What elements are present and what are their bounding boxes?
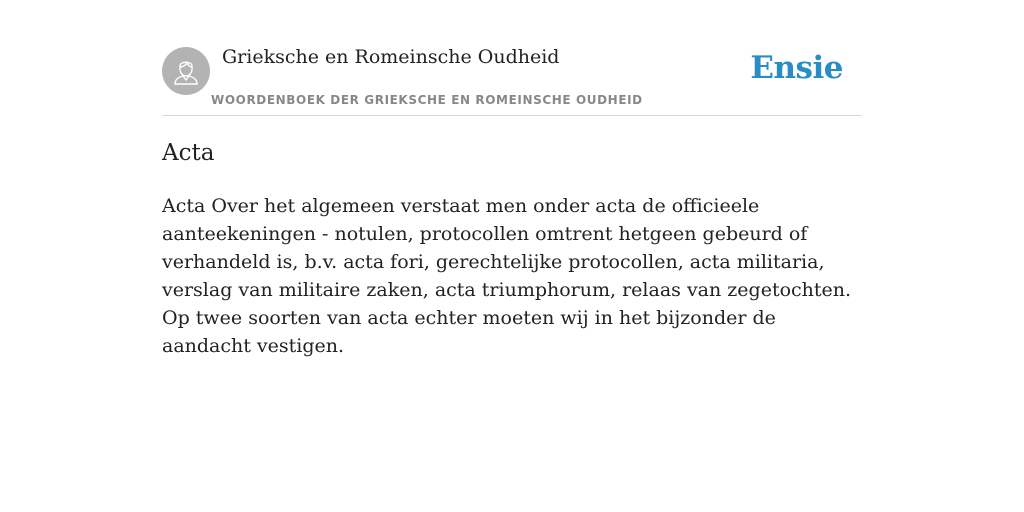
avatar[interactable] bbox=[162, 47, 210, 95]
source-title[interactable]: Grieksche en Romeinsche Oudheid bbox=[222, 46, 560, 68]
entry-body: Acta Over het algemeen verstaat men onder acta de officieele aanteekeningen - notulen, protocollen omtrent hetgeen gebeurd of verhandeld is, b.v. acta fori, gerechtelijke protocollen, acta militaria, verslag van militaire zaken, acta triumphorum, relaas van zegetochten. Op twee soorten van acta echter moeten wij in het bijzonder de aandacht vestigen. bbox=[162, 195, 852, 357]
user-icon bbox=[170, 55, 202, 87]
page-header bbox=[162, 40, 862, 116]
source-subtitle[interactable]: WOORDENBOEK DER GRIEKSCHE EN ROMEINSCHE OUDHEID bbox=[211, 93, 643, 107]
brand-logo-link[interactable]: Ensie bbox=[750, 50, 843, 86]
entry-title: Acta bbox=[162, 140, 215, 166]
